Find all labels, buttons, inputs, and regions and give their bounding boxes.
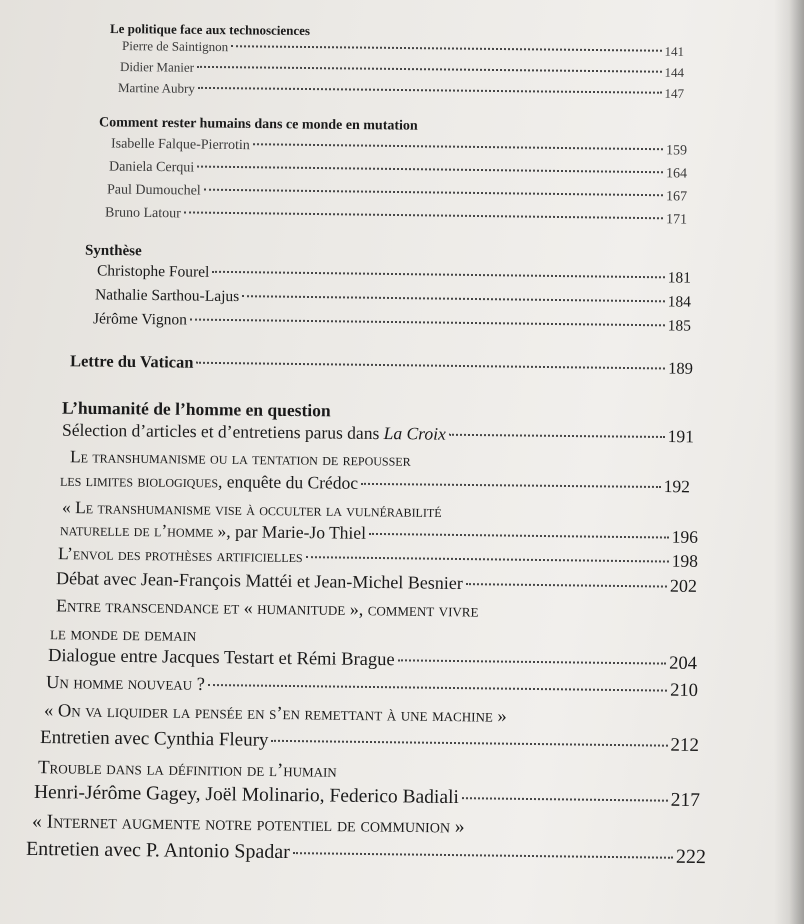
- section-title-politique: Le politique face aux technosciences: [109, 20, 311, 39]
- entry-page: 196: [671, 526, 699, 547]
- entry-page: 159: [665, 143, 688, 159]
- leader-dots: [197, 166, 663, 174]
- title-rest: , par Marie-Jo Thiel: [226, 521, 367, 543]
- toc-entry: [107, 182, 687, 205]
- toc-entry: [26, 838, 706, 869]
- toc-entry: [109, 159, 687, 182]
- entry-title-line: « On va liquider la pensée en s’en remettant à une machine »: [43, 701, 507, 727]
- leader-dots: [204, 189, 663, 197]
- entry-title: Entretien avec P. Antonio Spadar: [25, 837, 290, 864]
- leader-dots: [242, 295, 665, 302]
- entry-page: 147: [664, 85, 685, 101]
- entry-page: 167: [665, 189, 688, 205]
- leader-dots: [197, 66, 661, 73]
- entry-title: Dialogue entre Jacques Testart et Rémi Brague: [47, 646, 395, 671]
- toc-entry: [120, 59, 684, 81]
- toc-entry: [118, 80, 684, 102]
- toc-entry: [105, 205, 687, 228]
- section-title-comment: Comment rester humains dans ce monde en mutation: [98, 115, 418, 134]
- toc-entry: [58, 543, 698, 572]
- entry-title-line: Le transhumanisme ou la tentation de repousser: [69, 446, 411, 470]
- entry-title: Henri-Jérôme Gagey, Joël Molinario, Federico Badiali: [33, 781, 460, 809]
- entry-page: 184: [667, 293, 692, 311]
- leader-dots: [190, 319, 665, 327]
- entry-page: 202: [669, 575, 698, 596]
- entry-page: 144: [664, 64, 685, 80]
- entry-title: Entretien avec Cynthia Fleury: [39, 726, 269, 751]
- entry-page: 192: [663, 476, 691, 497]
- toc-entry: [40, 727, 699, 757]
- leader-dots: [198, 87, 662, 94]
- selection-text: Sélection d’articles et d’entretiens parus dans: [61, 419, 384, 444]
- leader-dots: [462, 797, 668, 802]
- entry-title: [60, 470, 358, 494]
- toc-entry: [122, 38, 684, 60]
- entry-page: 222: [675, 845, 707, 869]
- leader-dots: [306, 556, 669, 562]
- entry-title-line: Trouble dans la définition de l’humain: [37, 757, 337, 782]
- entry-page: 204: [669, 653, 698, 674]
- leader-dots: [196, 362, 665, 370]
- entry-page: 164: [665, 166, 688, 182]
- toc-entry: [111, 136, 687, 159]
- leader-dots: [361, 483, 661, 488]
- entry-author: Jérôme Vignon: [92, 310, 188, 329]
- entry-author: Pierre de Saintignon: [121, 38, 229, 55]
- entry-author: Bruno Latour: [104, 205, 181, 222]
- leader-dots: [449, 434, 665, 438]
- entry-author: Paul Dumouchel: [106, 182, 201, 199]
- toc-entry: [56, 568, 697, 597]
- entry-title: [60, 519, 366, 544]
- toc-entry: [34, 782, 700, 812]
- leader-dots: [231, 45, 661, 52]
- entry-page: 185: [667, 317, 692, 335]
- title-smallcaps: naturelle de l’homme »: [59, 519, 227, 542]
- entry-page: 212: [670, 734, 700, 757]
- toc-entry-lettre: [70, 351, 693, 379]
- entry-title: [62, 420, 446, 445]
- leader-dots: [466, 583, 667, 587]
- entry-author: Nathalie Sarthou-Lajus: [94, 286, 240, 306]
- entry-author: Martine Aubry: [117, 80, 196, 96]
- title-rest: , enquête du Crédoc: [217, 471, 359, 493]
- entry-title-line: « Internet augmente notre potentiel de communion »: [31, 811, 465, 838]
- entry-page: 210: [670, 680, 699, 701]
- entry-page: 141: [664, 43, 685, 59]
- toc-entry: [97, 262, 691, 287]
- journal-name: La Croix: [383, 423, 446, 444]
- page-edge-shadow: [774, 0, 804, 924]
- section-title-humanite: L’humanité de l’homme en question: [61, 397, 331, 421]
- toc-entry: [60, 470, 690, 498]
- entry-title: L’envol des prothèses artificielles: [57, 543, 303, 567]
- entry-page: 171: [665, 212, 688, 228]
- leader-dots: [369, 533, 669, 539]
- entry-title-line: le monde de demain: [49, 623, 197, 645]
- entry-title: Lettre du Vatican: [69, 351, 194, 372]
- leader-dots: [398, 659, 667, 664]
- entry-author: Daniela Cerqui: [108, 159, 195, 176]
- entry-author: Isabelle Falque-Pierrotin: [110, 136, 250, 154]
- entry-author: Didier Manier: [119, 59, 195, 75]
- leader-dots: [184, 211, 663, 219]
- section-title-synthese: Synthèse: [84, 242, 142, 260]
- leader-dots: [212, 271, 664, 279]
- entry-title-line: « Le transhumanisme vise à occulter la vulnérabilité: [61, 497, 442, 521]
- entry-title-line: Entre transcendance et « humanitude », comment vivre: [55, 595, 479, 621]
- toc-entry: [48, 646, 697, 675]
- leader-dots: [208, 684, 667, 692]
- toc-entry: [46, 673, 698, 702]
- title-smallcaps: les limites biologiques: [59, 469, 219, 492]
- leader-dots: [271, 740, 667, 747]
- entry-title: Un homme nouveau ?: [45, 673, 206, 695]
- entry-page: 189: [668, 358, 694, 378]
- toc-entry: [62, 420, 694, 448]
- entry-page: 191: [667, 426, 695, 447]
- leader-dots: [253, 143, 663, 150]
- entry-page: 198: [671, 550, 699, 571]
- entry-title: Débat avec Jean-François Mattéi et Jean-Michel Besnier: [55, 568, 463, 594]
- toc-entry: [95, 286, 691, 311]
- entry-author: Christophe Fourel: [96, 262, 210, 281]
- leader-dots: [293, 852, 673, 859]
- toc-entry: [93, 310, 691, 335]
- entry-page: 181: [667, 269, 692, 287]
- entry-page: 217: [670, 789, 701, 812]
